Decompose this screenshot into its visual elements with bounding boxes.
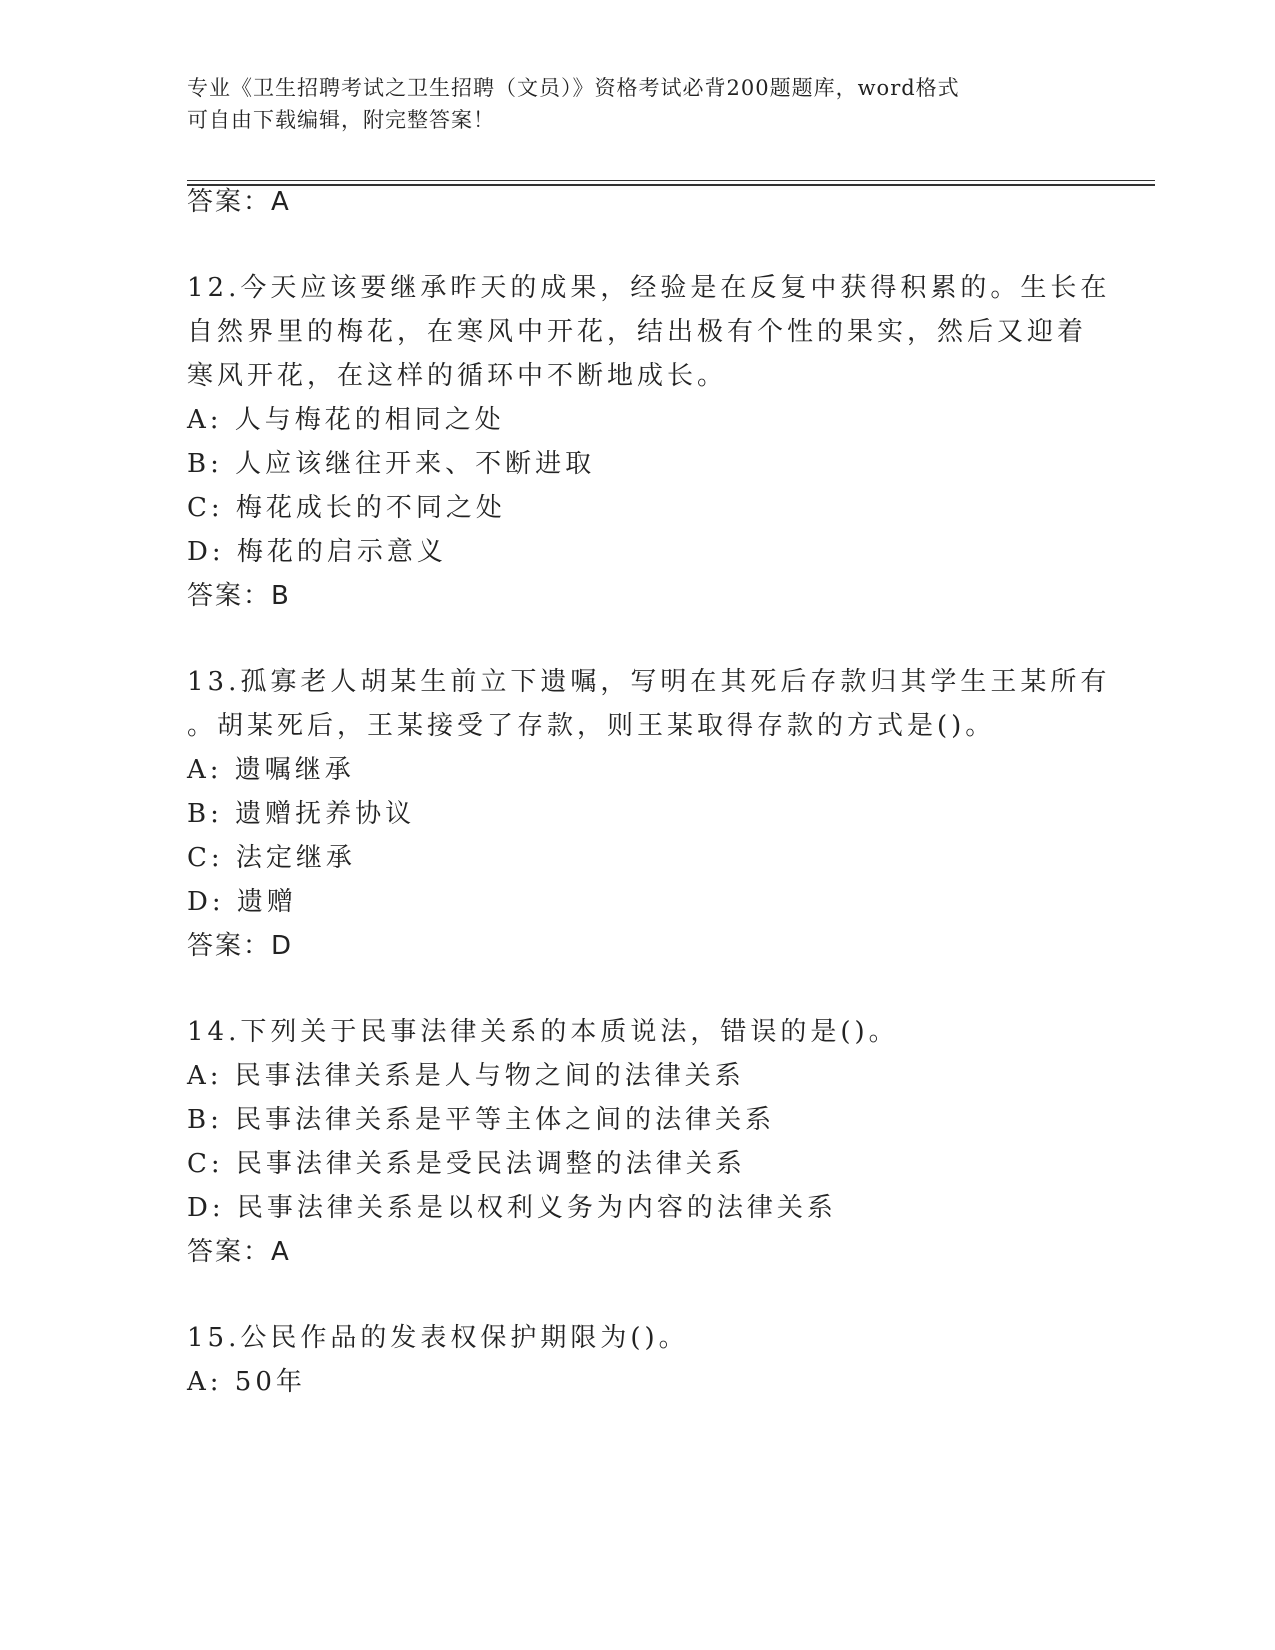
question-13-answer: 答案：D bbox=[187, 931, 294, 961]
question-13-stem-line-2: 。胡某死后，王某接受了存款，则王某取得存款的方式是()。 bbox=[187, 711, 996, 741]
question-13-option-a: A: 遗嘱继承 bbox=[187, 755, 355, 785]
question-14-stem-line-1: 14.下列关于民事法律关系的本质说法，错误的是()。 bbox=[187, 1017, 899, 1047]
header-line-2: 可自由下载编辑，附完整答案！ bbox=[187, 108, 495, 132]
question-13-option-b: B: 遗赠抚养协议 bbox=[187, 799, 416, 829]
header-divider-thick bbox=[187, 184, 1155, 186]
question-13-option-c: C: 法定继承 bbox=[187, 843, 356, 873]
question-12-option-b: B: 人应该继往开来、不断进取 bbox=[187, 449, 596, 479]
question-12-option-c: C: 梅花成长的不同之处 bbox=[187, 493, 506, 523]
question-12-answer: 答案：B bbox=[187, 581, 291, 611]
header-divider-thin bbox=[187, 180, 1155, 181]
question-14-option-a: A: 民事法律关系是人与物之间的法律关系 bbox=[187, 1061, 745, 1091]
question-12-stem-line-1: 12.今天应该要继承昨天的成果，经验是在反复中获得积累的。生长在 bbox=[187, 273, 1111, 303]
question-13-stem-line-1: 13.孤寡老人胡某生前立下遗嘱，写明在其死后存款归其学生王某所有 bbox=[187, 667, 1111, 697]
question-12-stem-line-3: 寒风开花，在这样的循环中不断地成长。 bbox=[187, 361, 728, 391]
question-12-option-d: D: 梅花的启示意义 bbox=[187, 537, 447, 567]
question-12-option-a: A: 人与梅花的相同之处 bbox=[187, 405, 505, 435]
question-15-stem-line-1: 15.公民作品的发表权保护期限为()。 bbox=[187, 1323, 689, 1353]
question-14-option-d: D: 民事法律关系是以权利义务为内容的法律关系 bbox=[187, 1193, 837, 1223]
question-14-option-b: B: 民事法律关系是平等主体之间的法律关系 bbox=[187, 1105, 776, 1135]
answer-line: 答案：A bbox=[187, 187, 291, 217]
header-line-1: 专业《卫生招聘考试之卫生招聘（文员）》资格考试必背200题题库，word格式 bbox=[187, 76, 960, 100]
question-12-stem-line-2: 自然界里的梅花，在寒风中开花，结出极有个性的果实，然后又迎着 bbox=[187, 317, 1088, 347]
document-header bbox=[187, 72, 1087, 136]
question-14-option-c: C: 民事法律关系是受民法调整的法律关系 bbox=[187, 1149, 746, 1179]
question-15-option-a: A: 50年 bbox=[187, 1367, 306, 1397]
question-13-option-d: D: 遗赠 bbox=[187, 887, 297, 917]
question-14-answer: 答案：A bbox=[187, 1237, 291, 1267]
